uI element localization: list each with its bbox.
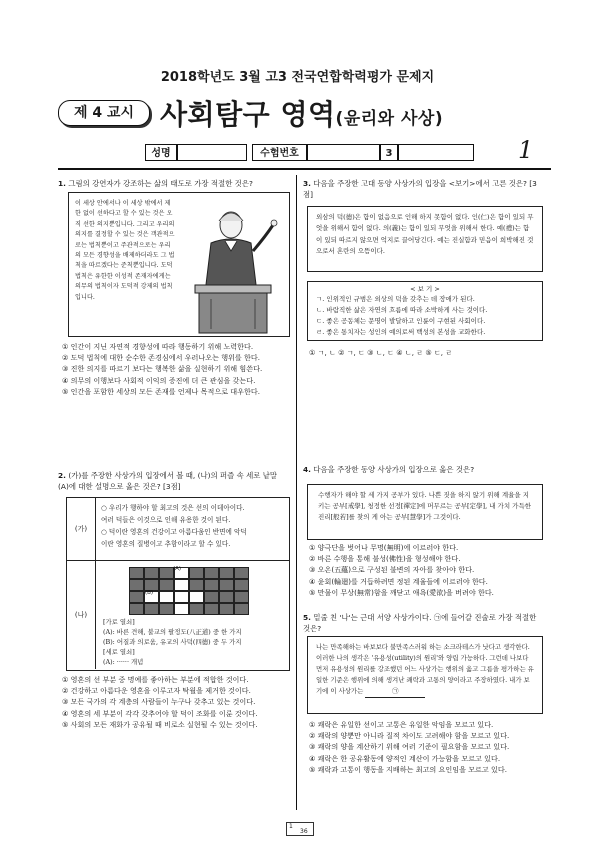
grid-cell	[219, 591, 234, 603]
ga-line: ○ 덕이란 영혼의 건강이고 아름다움인 반면에 악덕	[101, 528, 247, 536]
grid-cell	[159, 567, 174, 579]
option[interactable]: ④ 윤회(輪廻)를 거듭하려면 정된 계율들에 이르러야 한다.	[309, 576, 488, 586]
footer-total: 36	[300, 828, 308, 835]
grid-cell	[234, 603, 249, 615]
grid-cell	[129, 603, 144, 615]
option[interactable]: ④ 의무의 이행보다 사회적 이익의 증진에 더 큰 관심을 갖는다.	[62, 375, 256, 385]
passage-text: 나는 만족해하는 바보보다 불만족스러워 하는 소크라테스가 낫다고 생각한다. 이러한 나의 생각은 '유용성(utility)의 원리'와 양립 가능하다. 그런데 나보다 먼저 유용성의 원리를 강조했던 어느 사상가는 행위의 옳고 그름을 평가하는 유일한 기준은 행위에 의해 생겨난 쾌락과 고통의 양이라고 주장하였다. 내가 보기에 이 사상가는	[316, 643, 534, 695]
bogi-item: ㄹ. 좋은 통치자는 성인의 예의로써 백성의 본성을 교화한다.	[316, 328, 486, 336]
option[interactable]: ⑤ 인간을 포함한 세상의 모든 존재를 언제나 목적으로 대우한다.	[62, 386, 260, 396]
grid-cell	[189, 579, 204, 591]
question-2-number: 2.	[58, 471, 66, 480]
grid-label-a: (A)	[173, 566, 182, 572]
grid-cell	[204, 579, 219, 591]
question-2-ga-box	[66, 497, 290, 561]
question-2-stem	[58, 470, 290, 492]
question-5-passage	[307, 636, 543, 714]
grid-cell	[189, 591, 204, 603]
question-2-options	[62, 674, 258, 730]
clue-line: (A): ······ 개념	[103, 658, 144, 666]
option[interactable]: ④ 쾌락은 한 공유활동에 양적인 계산이 가능함을 모르고 있다.	[309, 753, 501, 763]
question-3-number: 3.	[303, 179, 311, 188]
grid-cell	[144, 567, 159, 579]
blank-marker: ㉠	[365, 686, 425, 698]
name-field[interactable]	[177, 144, 247, 161]
question-1-options	[62, 341, 262, 397]
bogi-label: < 보 기 >	[410, 285, 440, 293]
passage-text: 수행자가 해야 할 세 가지 공부가 있다. 나쁜 짓을 하지 않기 위해 계율을 지키는 공부[戒學], 청정한 선정[禪定]에 머무르는 공부[定學], 내 가치 가득한 진리[般若]를 찾의 게 아는 공부[慧學]가 그것이다.	[318, 491, 532, 522]
question-3-stem	[303, 178, 543, 200]
option[interactable]: ③ 모든 국가의 각 계층의 사람들이 누구나 갖추고 있는 것이다.	[62, 697, 256, 707]
option[interactable]: ⑤ 만물이 무상(無常)함을 깨닫고 애욕(愛欲)을 버려야 한다.	[309, 587, 494, 597]
grid-label-b: (B)	[145, 590, 154, 596]
ga-line: ○ 우리가 행하야 할 최고의 것은 선의 이데아이다.	[101, 504, 245, 512]
option[interactable]: ③ 진한 의지를 따르기 보다는 행복한 삶을 실현하기 위해 힘쓴다.	[62, 364, 263, 374]
option[interactable]: ② 쾌락의 양뿐만 아니라 질적 차이도 고려해야 함을 모르고 있다.	[309, 731, 510, 741]
ga-line: 이란 영혼의 질병이고 추함이라고 할 수 있다.	[101, 540, 231, 548]
grid-cell	[234, 579, 249, 591]
question-1-figure	[68, 192, 290, 337]
question-5-text: 밑줄 친 '나'는 근대 서양 사상가이다. ㉠에 들어갈 진술로 가장 적절한 것은?	[303, 613, 537, 633]
question-3-bogi	[307, 281, 543, 341]
bogi-item: ㄴ. 바람직한 삶은 자연의 흐름에 따라 소박하게 사는 것이다.	[316, 306, 488, 314]
page-number: 1	[518, 136, 534, 164]
option[interactable]: ⑤ 사회의 모든 재화가 공유될 때 비로소 실현될 수 있는 것이다.	[62, 719, 258, 729]
grid-cell	[129, 591, 144, 603]
grid-cell	[129, 579, 144, 591]
question-4-number: 4.	[303, 465, 311, 474]
question-4-text: 다음을 주장한 동양 사상가의 입장으로 옳은 것은?	[313, 465, 475, 474]
question-4-passage	[307, 484, 543, 540]
question-4-stem	[303, 464, 543, 475]
grid-cell	[204, 591, 219, 603]
exam-header-title: 2018학년도 3월 고3 전국연합학력평가 문제지	[160, 70, 435, 85]
exam-number-label: 수험번호	[252, 144, 307, 161]
grid-cell	[129, 567, 144, 579]
exam-number-field-rest[interactable]	[398, 144, 474, 161]
question-5-stem	[303, 612, 543, 634]
exam-number-field[interactable]	[307, 144, 380, 161]
ga-label: (가)	[67, 498, 96, 560]
clue-line: (A): 바른 견해, 불교의 팔정도(八正道) 중 한 가지	[103, 628, 242, 636]
clue-line: [세로 열쇠]	[103, 648, 135, 656]
subject-title	[160, 93, 443, 133]
option[interactable]: ① 쾌락은 유일한 선이고 고통은 유일한 악임을 모르고 있다.	[309, 720, 494, 729]
grid-cell	[159, 579, 174, 591]
session-badge: 제 4 교시	[58, 100, 150, 126]
grid-cell	[219, 579, 234, 591]
question-3-passage	[307, 206, 543, 272]
passage-text: 외삼의 덕(德)은 함이 없음으로 인해 하지 못함이 없다. 인(仁)은 함이 있되 무엇을 위해서 함이 없다. 의(義)는 함이 있되 무엇을 위해서 한다. 예(禮)는 함이 있되 따르지 않으면 억지로 끌어당긴다. 예는 진실함과 믿음이 희박해진 것으로서 혼란의 으뜸이다.	[316, 213, 534, 256]
grid-cell	[219, 567, 234, 579]
option[interactable]: ② 도덕 법칙에 대한 순수한 존경심에서 우러나오는 행위를 한다.	[62, 353, 260, 363]
option[interactable]: ③ 쾌락의 양을 계산하기 위해 여러 기준이 필요함을 모르고 있다.	[309, 742, 510, 752]
question-5-options	[309, 719, 509, 775]
subject-name: 사회탐구 영역	[160, 98, 336, 131]
grid-cell	[234, 567, 249, 579]
option[interactable]: ① 영혼의 선 부분 중 명예를 좋아하는 부분에 적합한 것이다.	[62, 675, 249, 684]
grid-cell	[189, 603, 204, 615]
option[interactable]: ② 바른 수행을 통해 불성(佛性)을 형성해야 한다.	[309, 554, 461, 564]
grid-cell	[174, 591, 189, 603]
clue-line: [가로 열쇠]	[103, 618, 135, 626]
crossword-grid	[129, 567, 249, 615]
grid-cell	[234, 591, 249, 603]
option[interactable]: ⑤ 쾌락과 고통이 행동을 지배하는 최고의 요인임을 모르고 있다.	[309, 764, 507, 774]
option[interactable]: ③ 오온(五蘊)으로 구성된 불변의 자아를 찾아야 한다.	[309, 565, 475, 575]
question-1-number: 1.	[58, 179, 66, 188]
grid-cell	[159, 603, 174, 615]
question-2-na-box	[66, 561, 290, 671]
grid-cell	[144, 603, 159, 615]
grid-cell	[219, 603, 234, 615]
option[interactable]: ① 양극단을 벗어나 무명(無明)에 이르러야 한다.	[309, 543, 459, 552]
option[interactable]: ① 인간이 지닌 자연적 경향성에 따라 행동하기 위해 노력한다.	[62, 342, 254, 351]
subject-subtitle: (윤리와 사상)	[335, 109, 444, 129]
question-3-options[interactable]: ① ㄱ, ㄴ ② ㄱ, ㄷ ③ ㄴ, ㄷ ④ ㄴ, ㄹ ⑤ ㄷ, ㄹ	[309, 348, 453, 357]
question-2-text: (가)를 주장한 사상가의 입장에서 볼 때, (나)의 퍼즐 속 세로 낱말 (A)에 대한 설명으로 옳은 것은? [3점]	[58, 471, 278, 491]
lecturer-illustration	[181, 203, 286, 335]
column-divider	[296, 175, 297, 810]
grid-cell	[204, 567, 219, 579]
exam-number-digit: 3	[380, 144, 398, 161]
footer-page-badge	[286, 822, 314, 836]
option[interactable]: ② 건강하고 아름다운 영혼을 이루고자 탁월을 제거한 것이다.	[62, 686, 251, 696]
clue-line: (B): 어질과 의로움, 유교의 사덕(四德) 중 두 가지	[103, 638, 242, 646]
grid-cell	[159, 591, 174, 603]
grid-cell	[174, 579, 189, 591]
name-label: 성명	[145, 144, 177, 161]
na-label: (나)	[67, 561, 96, 669]
grid-cell	[189, 567, 204, 579]
question-5-number: 5.	[303, 613, 311, 622]
footer-page: 1	[289, 823, 293, 830]
question-1-stem	[58, 178, 290, 189]
grid-cell	[174, 603, 189, 615]
bogi-item: ㄷ. 좋은 공동체는 문명이 발달하고 인륜이 구현된 사회이다.	[316, 317, 486, 325]
passage-block	[316, 642, 534, 698]
option[interactable]: ④ 영혼의 세 부분이 각각 갖추어야 할 덕이 조화를 이룬 것이다.	[62, 708, 258, 718]
question-3-text: 다음을 주장한 고대 동양 사상가의 입장을 <보기>에서 고른 것은? [3점]	[303, 179, 537, 199]
header-divider	[58, 168, 551, 170]
ga-line: 여러 덕들은 이것으로 인해 유용한 것이 된다.	[101, 516, 231, 524]
lecture-speech-bubble: 이 세상 안에서나 이 세상 밖에서 제한 없이 선하다고 할 수 있는 것은 오직 선한 의지뿐입니다. 그리고 우리의 의지를 결정할 수 있는 것은 객관적으로는 법칙뿐이고 주관적으로는 우리의 모든 경향성을 배제하더라도 그 법칙을 따르겠다는 준칙뿐입니다. 도덕 법칙은 유한한 이성적 존재자에게는 의무의 법칙이자 도덕적 강제의 법칙입니다.	[75, 200, 175, 301]
question-4-options	[309, 542, 494, 598]
grid-cell	[204, 603, 219, 615]
bogi-item: ㄱ. 인위적인 규범은 외상의 덕을 갖추는 데 장애가 된다.	[316, 295, 475, 303]
question-1-text: 그림의 강연자가 강조하는 삶의 태도로 가장 적절한 것은?	[68, 179, 253, 188]
